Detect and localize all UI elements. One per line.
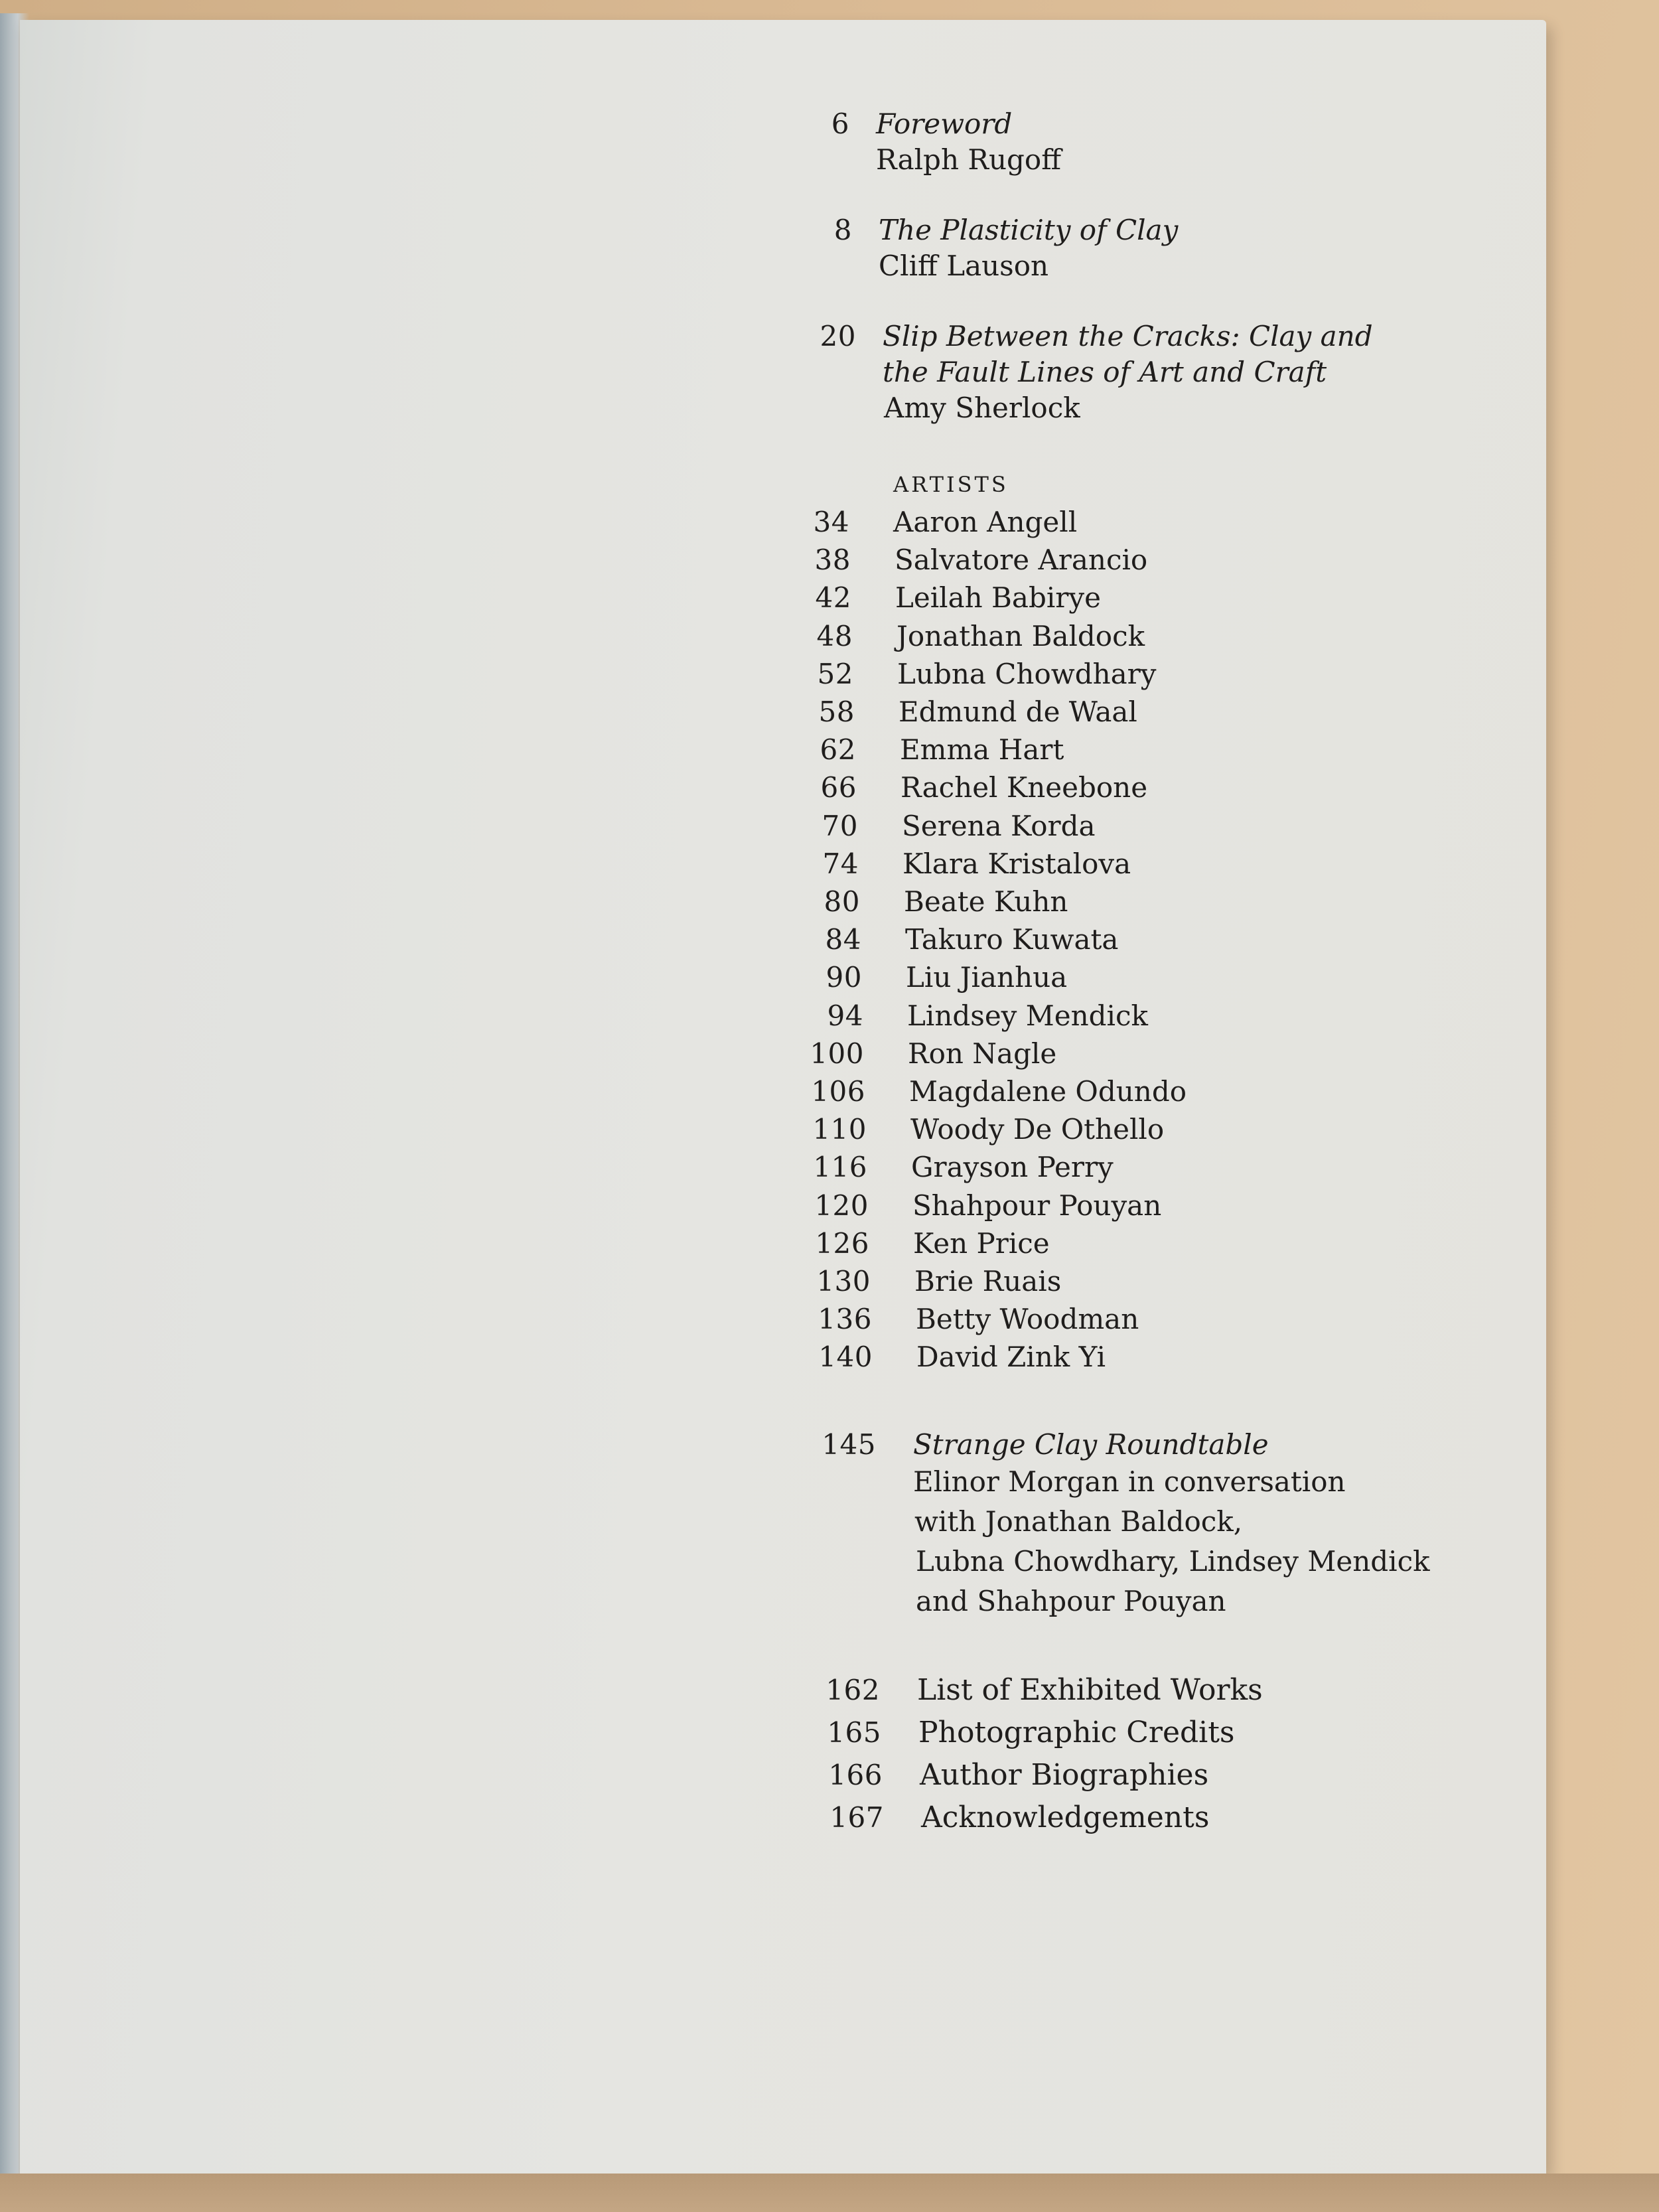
page-number: 8	[833, 214, 852, 246]
page-number: 110	[812, 1113, 867, 1146]
essay-author: Cliff Lauson	[879, 250, 1049, 282]
page-number: 42	[815, 581, 851, 615]
artist-name: Rachel Kneebone	[901, 771, 1148, 804]
artist-name: Ken Price	[913, 1226, 1050, 1260]
artist-name: Jonathan Baldock	[897, 619, 1145, 652]
page-number: 38	[814, 544, 851, 577]
artists-heading: ARTISTS	[893, 472, 1009, 497]
page-number: 165	[827, 1716, 881, 1749]
artist-name: Lubna Chowdhary	[897, 657, 1157, 690]
page-number: 167	[830, 1801, 884, 1834]
table-surface	[0, 2174, 1659, 2212]
artist-name: Klara Kristalova	[902, 847, 1131, 880]
back-matter-name: Photographic Credits	[918, 1716, 1235, 1749]
page-number: 116	[813, 1151, 867, 1184]
artist-name: Ron Nagle	[908, 1037, 1057, 1070]
page-number: 162	[826, 1674, 880, 1706]
essay-title-line-2: the Fault Lines of Art and Craft	[883, 356, 1327, 388]
page-number: 58	[818, 696, 855, 728]
roundtable-title: Strange Clay Roundtable	[913, 1428, 1269, 1461]
roundtable-line: Elinor Morgan in conversation	[913, 1465, 1346, 1498]
page-number: 62	[820, 733, 856, 767]
page-number: 130	[816, 1265, 871, 1297]
page-number: 6	[831, 108, 849, 140]
page-number: 136	[818, 1303, 872, 1336]
page-number: 166	[828, 1759, 883, 1791]
page-number: 90	[826, 961, 862, 994]
artist-name: Lindsey Mendick	[907, 999, 1148, 1032]
artist-name: Grayson Perry	[911, 1151, 1114, 1184]
page-number: 34	[813, 506, 849, 538]
page-number: 20	[820, 320, 856, 352]
roundtable-line: Lubna Chowdhary, Lindsey Mendick	[916, 1545, 1430, 1578]
page-number: 120	[814, 1189, 869, 1222]
essay-title: Slip Between the Cracks: Clay and	[883, 320, 1373, 352]
artist-name: Liu Jianhua	[906, 961, 1068, 994]
artist-name: Takuro Kuwata	[905, 923, 1119, 956]
page-number: 145	[822, 1428, 876, 1461]
page-number: 66	[820, 771, 857, 804]
essay-title: Foreword	[876, 108, 1013, 140]
page-number: 52	[817, 657, 853, 690]
artist-name: Betty Woodman	[916, 1303, 1139, 1336]
roundtable-line: and Shahpour Pouyan	[916, 1585, 1226, 1617]
page-number: 106	[811, 1075, 865, 1108]
page-number: 140	[818, 1341, 873, 1374]
page-number: 84	[825, 923, 861, 956]
back-matter-name: Author Biographies	[920, 1758, 1209, 1792]
artist-name: David Zink Yi	[916, 1341, 1106, 1374]
page-number: 100	[810, 1037, 864, 1070]
essay-title: The Plasticity of Clay	[879, 214, 1179, 246]
essay-author: Ralph Rugoff	[876, 143, 1062, 176]
artist-name: Emma Hart	[900, 733, 1064, 767]
roundtable-line: with Jonathan Baldock,	[914, 1505, 1243, 1538]
back-matter-name: Acknowledgements	[921, 1801, 1210, 1834]
artist-name: Magdalene Odundo	[909, 1075, 1187, 1108]
artist-name: Shahpour Pouyan	[912, 1189, 1162, 1222]
page-number: 94	[827, 999, 863, 1032]
page-number: 70	[822, 809, 858, 842]
page-number: 80	[824, 885, 860, 918]
artist-name: Woody De Othello	[910, 1113, 1165, 1146]
page-number: 126	[815, 1226, 869, 1260]
artist-name: Edmund de Waal	[899, 696, 1137, 728]
artist-name: Beate Kuhn	[904, 885, 1068, 918]
artist-name: Aaron Angell	[893, 506, 1078, 538]
page-number: 74	[822, 847, 859, 880]
essay-author: Amy Sherlock	[884, 392, 1080, 424]
artist-name: Serena Korda	[902, 809, 1096, 842]
back-matter-name: List of Exhibited Works	[917, 1673, 1263, 1707]
artist-name: Leilah Babirye	[895, 581, 1101, 615]
page-number: 48	[816, 619, 853, 652]
artist-name: Salvatore Arancio	[895, 544, 1148, 577]
artist-name: Brie Ruais	[914, 1265, 1062, 1297]
